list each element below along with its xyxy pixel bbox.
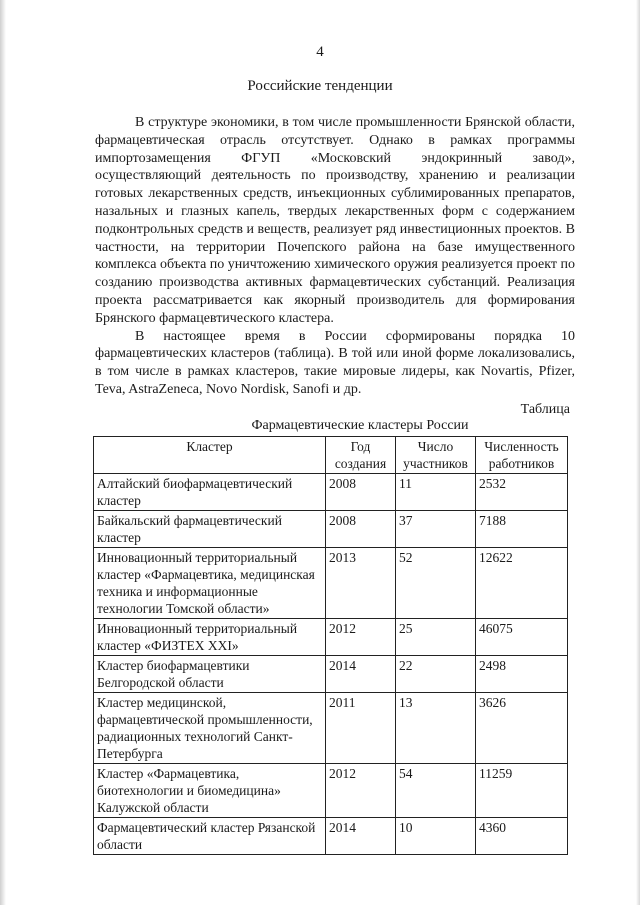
cell-employees: 2498 (476, 656, 568, 693)
cell-cluster: Кластер «Фармацевтика, биотехнологии и биомедицина» Калужской области (94, 764, 326, 818)
table-row (94, 764, 568, 818)
body-text (95, 114, 575, 399)
cell-cluster: Кластер медицинской, фармацевтической промышленности, радиационных технологий Санкт-Петербурга (94, 693, 326, 764)
cell-cluster: Кластер биофармацевтики Белгородской области (94, 656, 326, 693)
scan-edge (0, 0, 6, 905)
cell-year: 2014 (326, 656, 396, 693)
cell-participants: 11 (396, 474, 476, 511)
cell-employees: 4360 (476, 818, 568, 855)
table-header-row (94, 437, 568, 474)
table-row (94, 693, 568, 764)
header-employees: Численность работников (476, 437, 568, 474)
cell-cluster: Фармацевтический кластер Рязанской области (94, 818, 326, 855)
cell-year: 2013 (326, 548, 396, 619)
cell-cluster: Инновационный территориальный кластер «Фармацевтика, медицинская техника и информационные технологии Томской области» (94, 548, 326, 619)
header-participants: Число участников (396, 437, 476, 474)
cell-year: 2008 (326, 474, 396, 511)
cell-participants: 37 (396, 511, 476, 548)
cell-cluster: Байкальский фармацевтический кластер (94, 511, 326, 548)
cell-employees: 12622 (476, 548, 568, 619)
cell-year: 2008 (326, 511, 396, 548)
clusters-table (93, 436, 568, 855)
page-number: 4 (316, 44, 324, 60)
cell-employees: 7188 (476, 511, 568, 548)
cell-participants: 10 (396, 818, 476, 855)
table-row (94, 619, 568, 656)
cell-participants: 13 (396, 693, 476, 764)
scan-edge (636, 0, 640, 905)
section-title: Российские тенденции (247, 78, 393, 94)
cell-participants: 25 (396, 619, 476, 656)
cell-employees: 11259 (476, 764, 568, 818)
cell-employees: 3626 (476, 693, 568, 764)
cell-year: 2011 (326, 693, 396, 764)
table-label: Таблица (520, 402, 570, 417)
table-row (94, 818, 568, 855)
paragraph: В настоящее время в России сформированы порядка 10 фармацевтических кластеров (таблица). В той или иной форме локализовались, в том числе в рамках кластеров, такие мировые лидеры, как Novartis, Pfizer, Teva, AstraZeneca, Novo Nordisk, Sanofi и др. (95, 328, 575, 397)
paragraph: В структуре экономики, в том числе промышленности Брянской области, фармацевтическая отрасль отсутствует. Однако в рамках программы импортозамещения ФГУП «Московский эндокринный завод», осуществляющий деятельность по производству, хранению и реализации готовых лекарственных средств, инъекционных сублимированных препаратов, назальных и глазных капель, твердых лекарственных форм с содержанием подконтрольных средств и веществ, реализует ряд инвестиционных проектов. В частности, на территории Почепского района на базе имущественного комплекса объекта по уничтожению химического оружия реализуется проект по созданию производства активных фармацевтических субстанций. Реализация проекта рассматривается как якорный производитель для формирования Брянского фармацевтического кластера. (95, 115, 575, 326)
table-caption: Фармацевтические кластеры России (251, 418, 469, 433)
cell-year: 2012 (326, 619, 396, 656)
cell-year: 2014 (326, 818, 396, 855)
cell-participants: 52 (396, 548, 476, 619)
header-cluster: Кластер (94, 437, 326, 474)
table-row (94, 474, 568, 511)
table-row (94, 548, 568, 619)
table-row (94, 656, 568, 693)
cell-participants: 54 (396, 764, 476, 818)
cell-employees: 46075 (476, 619, 568, 656)
cell-year: 2012 (326, 764, 396, 818)
cell-employees: 2532 (476, 474, 568, 511)
cell-cluster: Инновационный территориальный кластер «ФИЗТЕХ XXI» (94, 619, 326, 656)
cell-participants: 22 (396, 656, 476, 693)
header-year: Год создания (326, 437, 396, 474)
cell-cluster: Алтайский биофармацевтический кластер (94, 474, 326, 511)
table-row (94, 511, 568, 548)
